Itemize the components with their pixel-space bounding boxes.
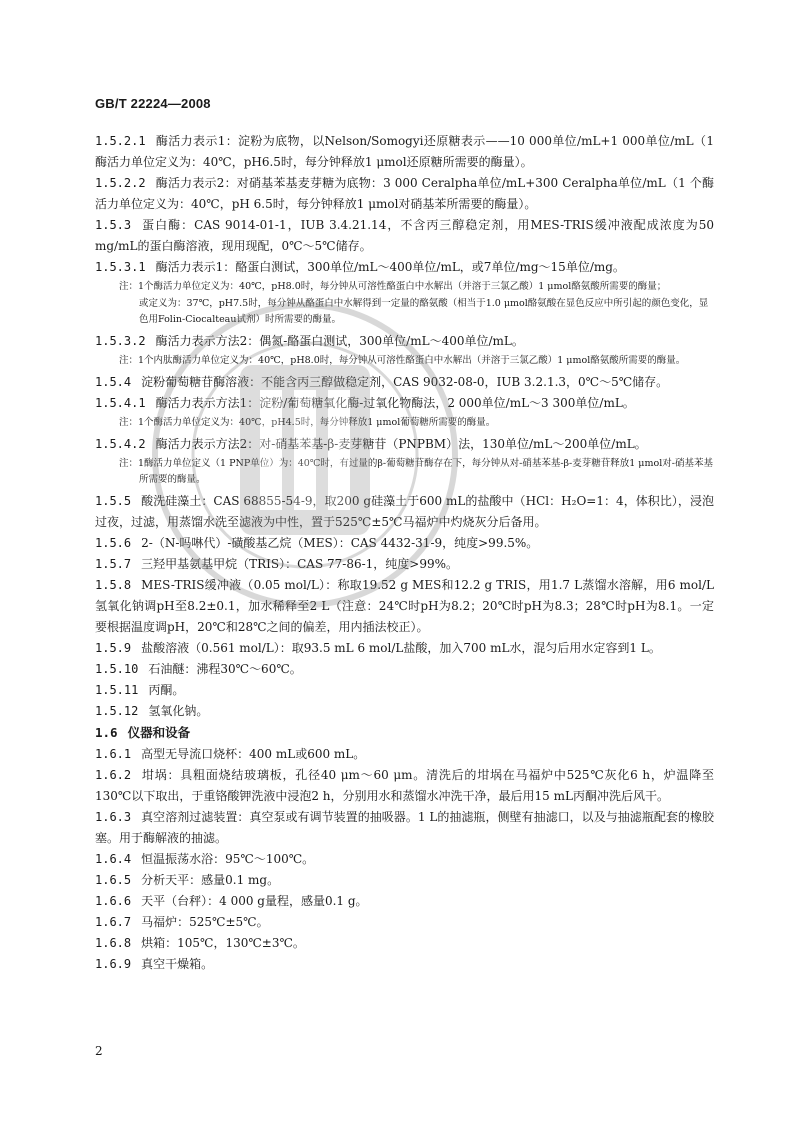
clause-paragraph xyxy=(95,331,714,352)
clause-paragraph xyxy=(95,372,714,393)
clause-paragraph xyxy=(95,434,714,455)
clause-paragraph xyxy=(95,575,714,638)
clause-number: 1.5.4 xyxy=(95,375,132,389)
page-number: 2 xyxy=(95,1044,103,1058)
clause-paragraph xyxy=(95,954,714,975)
clause-paragraph xyxy=(95,933,714,954)
clause-text: 蛋白酶：CAS 9014-01-1，IUB 3.4.21.14，不含丙三醇稳定剂，用MES-TRIS缓冲液配成浓度为50 mg/mL的蛋白酶溶液，现用现配，0℃～5℃储存。 xyxy=(95,218,714,253)
clause-text: 真空干燥箱。 xyxy=(141,957,214,971)
clause-text: 酶活力表示方法2：偶氮-酪蛋白测试，300单位/mL～400单位/mL。 xyxy=(155,334,524,348)
clause-paragraph xyxy=(95,870,714,891)
clause-number: 1.5.4.1 xyxy=(95,396,146,410)
clause-number: 1.5.7 xyxy=(95,557,132,571)
note-text: 或定义为：37℃，pH7.5时，每分钟从酪蛋白中水解得到一定量的酪氨酸（相当于1.0 μmol酪氨酸在显色反应中所引起的颜色变化，显色用Folin-Ciocalteau试剂）时所需要的酶量。 xyxy=(139,298,709,325)
clause-text: 天平（台秤）：4 000 g量程，感量0.1 g。 xyxy=(141,894,368,908)
clause-text: 石油醚：沸程30℃～60℃。 xyxy=(148,662,302,676)
clause-number: 1.5.6 xyxy=(95,536,132,550)
clause-text: 三羟甲基氨基甲烷（TRIS）：CAS 77-86-1，纯度>99%。 xyxy=(141,557,459,571)
clause-paragraph xyxy=(95,638,714,659)
clause-paragraph xyxy=(95,912,714,933)
section-title xyxy=(95,722,714,744)
standard-code: GB/T 22224—2008 xyxy=(95,96,211,111)
clause-paragraph xyxy=(95,659,714,680)
document-body xyxy=(95,131,714,975)
note-text: 注：1个酶活力单位定义为：40℃，pH4.5时，每分钟释放1 μmol葡萄糖所需要的酶量。 xyxy=(119,417,496,428)
clause-text: 酶活力表示1：酪蛋白测试，300单位/mL～400单位/mL，或7单位/mg～15单位/mg。 xyxy=(155,260,625,274)
clause-paragraph xyxy=(95,173,714,215)
clause-number: 1.5.2.2 xyxy=(95,176,146,190)
clause-number: 1.6.8 xyxy=(95,936,132,950)
clause-paragraph xyxy=(95,554,714,575)
clause-text: 马福炉：525℃±5℃。 xyxy=(141,915,269,929)
clause-text: 丙酮。 xyxy=(148,683,185,697)
clause-number: 1.6.5 xyxy=(95,873,132,887)
clause-text: 盐酸溶液（0.561 mol/L）：取93.5 mL 6 mol/L盐酸，加入700 mL水，混匀后用水定容到1 L。 xyxy=(141,641,661,655)
clause-text: 淀粉葡萄糖苷酶溶液：不能含丙三醇做稳定剂，CAS 9032-08-0，IUB 3.2.1.3，0℃～5℃储存。 xyxy=(141,375,669,389)
clause-text: 分析天平：感量0.1 mg。 xyxy=(141,873,280,887)
clause-text: MES-TRIS缓冲液（0.05 mol/L）：称取19.52 g MES和12.2 g TRIS，用1.7 L蒸馏水溶解，用6 mol/L氢氧化钠调pH至8.2±0.1，加水稀释至2 L（注意：24℃时pH为8.2；20℃时pH为8.3；28℃时pH为8.1。一定要根据温度调pH，20℃和28℃之间的偏差，用内插法校正）。 xyxy=(95,578,714,634)
clause-paragraph xyxy=(95,765,714,807)
clause-paragraph xyxy=(95,393,714,414)
clause-number: 1.6.4 xyxy=(95,852,132,866)
clause-text: 烘箱：105℃，130℃±3℃。 xyxy=(141,936,305,950)
clause-number: 1.5.3.1 xyxy=(95,260,146,274)
clause-number: 1.6.2 xyxy=(95,768,132,782)
note-text: 注：1个酶活力单位定义为：40℃，pH8.0时，每分钟从可溶性酪蛋白中水解出（并溶于三氯乙酸）1 μmol酪氨酸所需要的酶量； xyxy=(119,281,667,292)
clause-paragraph xyxy=(95,807,714,849)
clause-number: 1.5.12 xyxy=(95,704,139,718)
clause-number: 1.5.8 xyxy=(95,578,132,592)
clause-paragraph xyxy=(95,131,714,173)
clause-text: 酸洗硅藻土：CAS 68855-54-9，取200 g硅藻土于600 mL的盐酸中（HCl：H₂O=1：4，体积比），浸泡过夜，过滤，用蒸馏水洗至滤液为中性，置于525℃±5℃马福炉中灼烧灰分后备用。 xyxy=(95,494,714,529)
clause-number: 1.5.4.2 xyxy=(95,437,146,451)
note-text: 注：1个内肽酶活力单位定义为：40℃，pH8.0时，每分钟从可溶性酪蛋白中水解出（并溶于三氯乙酸）1 μmol酪氨酸所需要的酶量。 xyxy=(119,355,686,366)
clause-number: 1.5.3 xyxy=(95,218,132,232)
clause-number: 1.5.9 xyxy=(95,641,132,655)
clause-number: 1.5.10 xyxy=(95,662,139,676)
clause-number: 1.6.9 xyxy=(95,957,132,971)
section-number: 1.6 xyxy=(95,725,118,740)
clause-text: 真空溶剂过滤装置：真空泵或有调节装置的抽吸器。1 L的抽滤瓶，侧壁有抽滤口，以及与抽滤瓶配套的橡胶塞。用于酶解液的抽滤。 xyxy=(95,810,714,845)
clause-number: 1.6.7 xyxy=(95,915,132,929)
clause-paragraph xyxy=(95,744,714,765)
clause-paragraph xyxy=(95,701,714,722)
clause-text: 高型无导流口烧杯：400 mL或600 mL。 xyxy=(141,747,366,761)
clause-number: 1.6.1 xyxy=(95,747,132,761)
note-text: 注：1酶活力单位定义（1 PNP单位）为：40℃时，有过量的β-葡萄糖苷酶存在下，每分钟从对-硝基苯基-β-麦芽糖苷释放1 μmol对-硝基苯基所需要的酶量。 xyxy=(119,458,713,485)
clause-text: 酶活力表示2：对硝基苯基麦芽糖为底物：3 000 Ceralpha单位/mL+300 Ceralpha单位/mL（1 个酶活力单位定义为：40℃，pH 6.5时，每分钟释放1 μmol对硝基苯所需要的酶量）。 xyxy=(95,176,714,211)
clause-number: 1.5.3.2 xyxy=(95,334,146,348)
clause-text: 氢氧化钠。 xyxy=(148,704,209,718)
clause-text: 坩埚：具粗面烧结玻璃板，孔径40 μm～60 μm。清洗后的坩埚在马福炉中525℃灰化6 h，炉温降至130℃以下取出，于重铬酸钾洗液中浸泡2 h，分别用水和蒸馏水冲洗干净，最后用15 mL丙酮冲洗后风干。 xyxy=(95,768,714,803)
clause-text: 酶活力表示方法2：对-硝基苯基-β-麦芽糖苷（PNPBM）法，130单位/mL～200单位/mL。 xyxy=(155,437,647,451)
clause-paragraph xyxy=(95,533,714,554)
clause-text: 酶活力表示1：淀粉为底物，以Nelson/Somogyi还原糖表示——10 000单位/mL+1 000单位/mL（1 酶活力单位定义为：40℃，pH6.5时，每分钟释放1 μmol还原糖所需要的酶量）。 xyxy=(95,134,714,169)
clause-number: 1.5.5 xyxy=(95,494,132,508)
clause-number: 1.5.11 xyxy=(95,683,139,697)
clause-paragraph xyxy=(95,215,714,257)
clause-text: 恒温振荡水浴：95℃～100℃。 xyxy=(141,852,315,866)
clause-number: 1.6.6 xyxy=(95,894,132,908)
clause-text: 2-（N-吗啉代）-磺酸基乙烷（MES）：CAS 4432-31-9，纯度>99.5%。 xyxy=(141,536,539,550)
clause-paragraph xyxy=(95,849,714,870)
clause-paragraph xyxy=(95,491,714,533)
clause-text: 酶活力表示方法1：淀粉/葡萄糖氧化酶-过氧化物酶法，2 000单位/mL～3 300单位/mL。 xyxy=(155,396,635,410)
clause-number: 1.6.3 xyxy=(95,810,132,824)
clause-paragraph xyxy=(95,891,714,912)
section-title-text: 仪器和设备 xyxy=(127,725,191,740)
clause-number: 1.5.2.1 xyxy=(95,134,146,148)
clause-paragraph xyxy=(95,257,714,278)
clause-paragraph xyxy=(95,680,714,701)
